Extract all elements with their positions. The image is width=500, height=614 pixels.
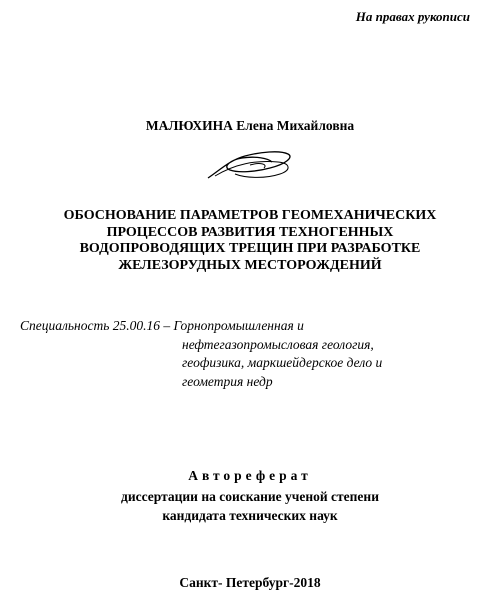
abstract-label: Автореферат [188,468,312,483]
specialty-block [20,317,382,391]
title-line: ПРОЦЕССОВ РАЗВИТИЯ ТЕХНОГЕННЫХ [106,224,394,240]
handwritten-signature [200,140,300,186]
specialty-line: геометрия недр [182,373,273,389]
author-name: МАЛЮХИНА Елена Михайловна [145,118,355,133]
title-line: ОБОСНОВАНИЕ ПАРАМЕТРОВ ГЕОМЕХАНИЧЕСКИХ [63,208,437,223]
specialty-line: Специальность 25.00.16 – Горнопромышленная и [20,318,304,333]
manuscript-rights-note: На правах рукописи [355,9,470,24]
abstract-degree-line: кандидата технических наук [162,508,338,523]
specialty-line: нефтегазопромысловая геология, [182,336,374,352]
abstract-description-line: диссертации на соискание ученой степени [121,489,379,504]
dissertation-title [20,208,480,274]
specialty-line: геофизика, маркшейдерское дело и [182,355,383,370]
title-line: ЖЕЛЕЗОРУДНЫХ МЕСТОРОЖДЕНИЙ [118,257,382,273]
title-line: ВОДОПРОВОДЯЩИХ ТРЕЩИН ПРИ РАЗРАБОТКЕ [79,241,421,256]
city-year: Санкт- Петербург-2018 [179,575,321,590]
